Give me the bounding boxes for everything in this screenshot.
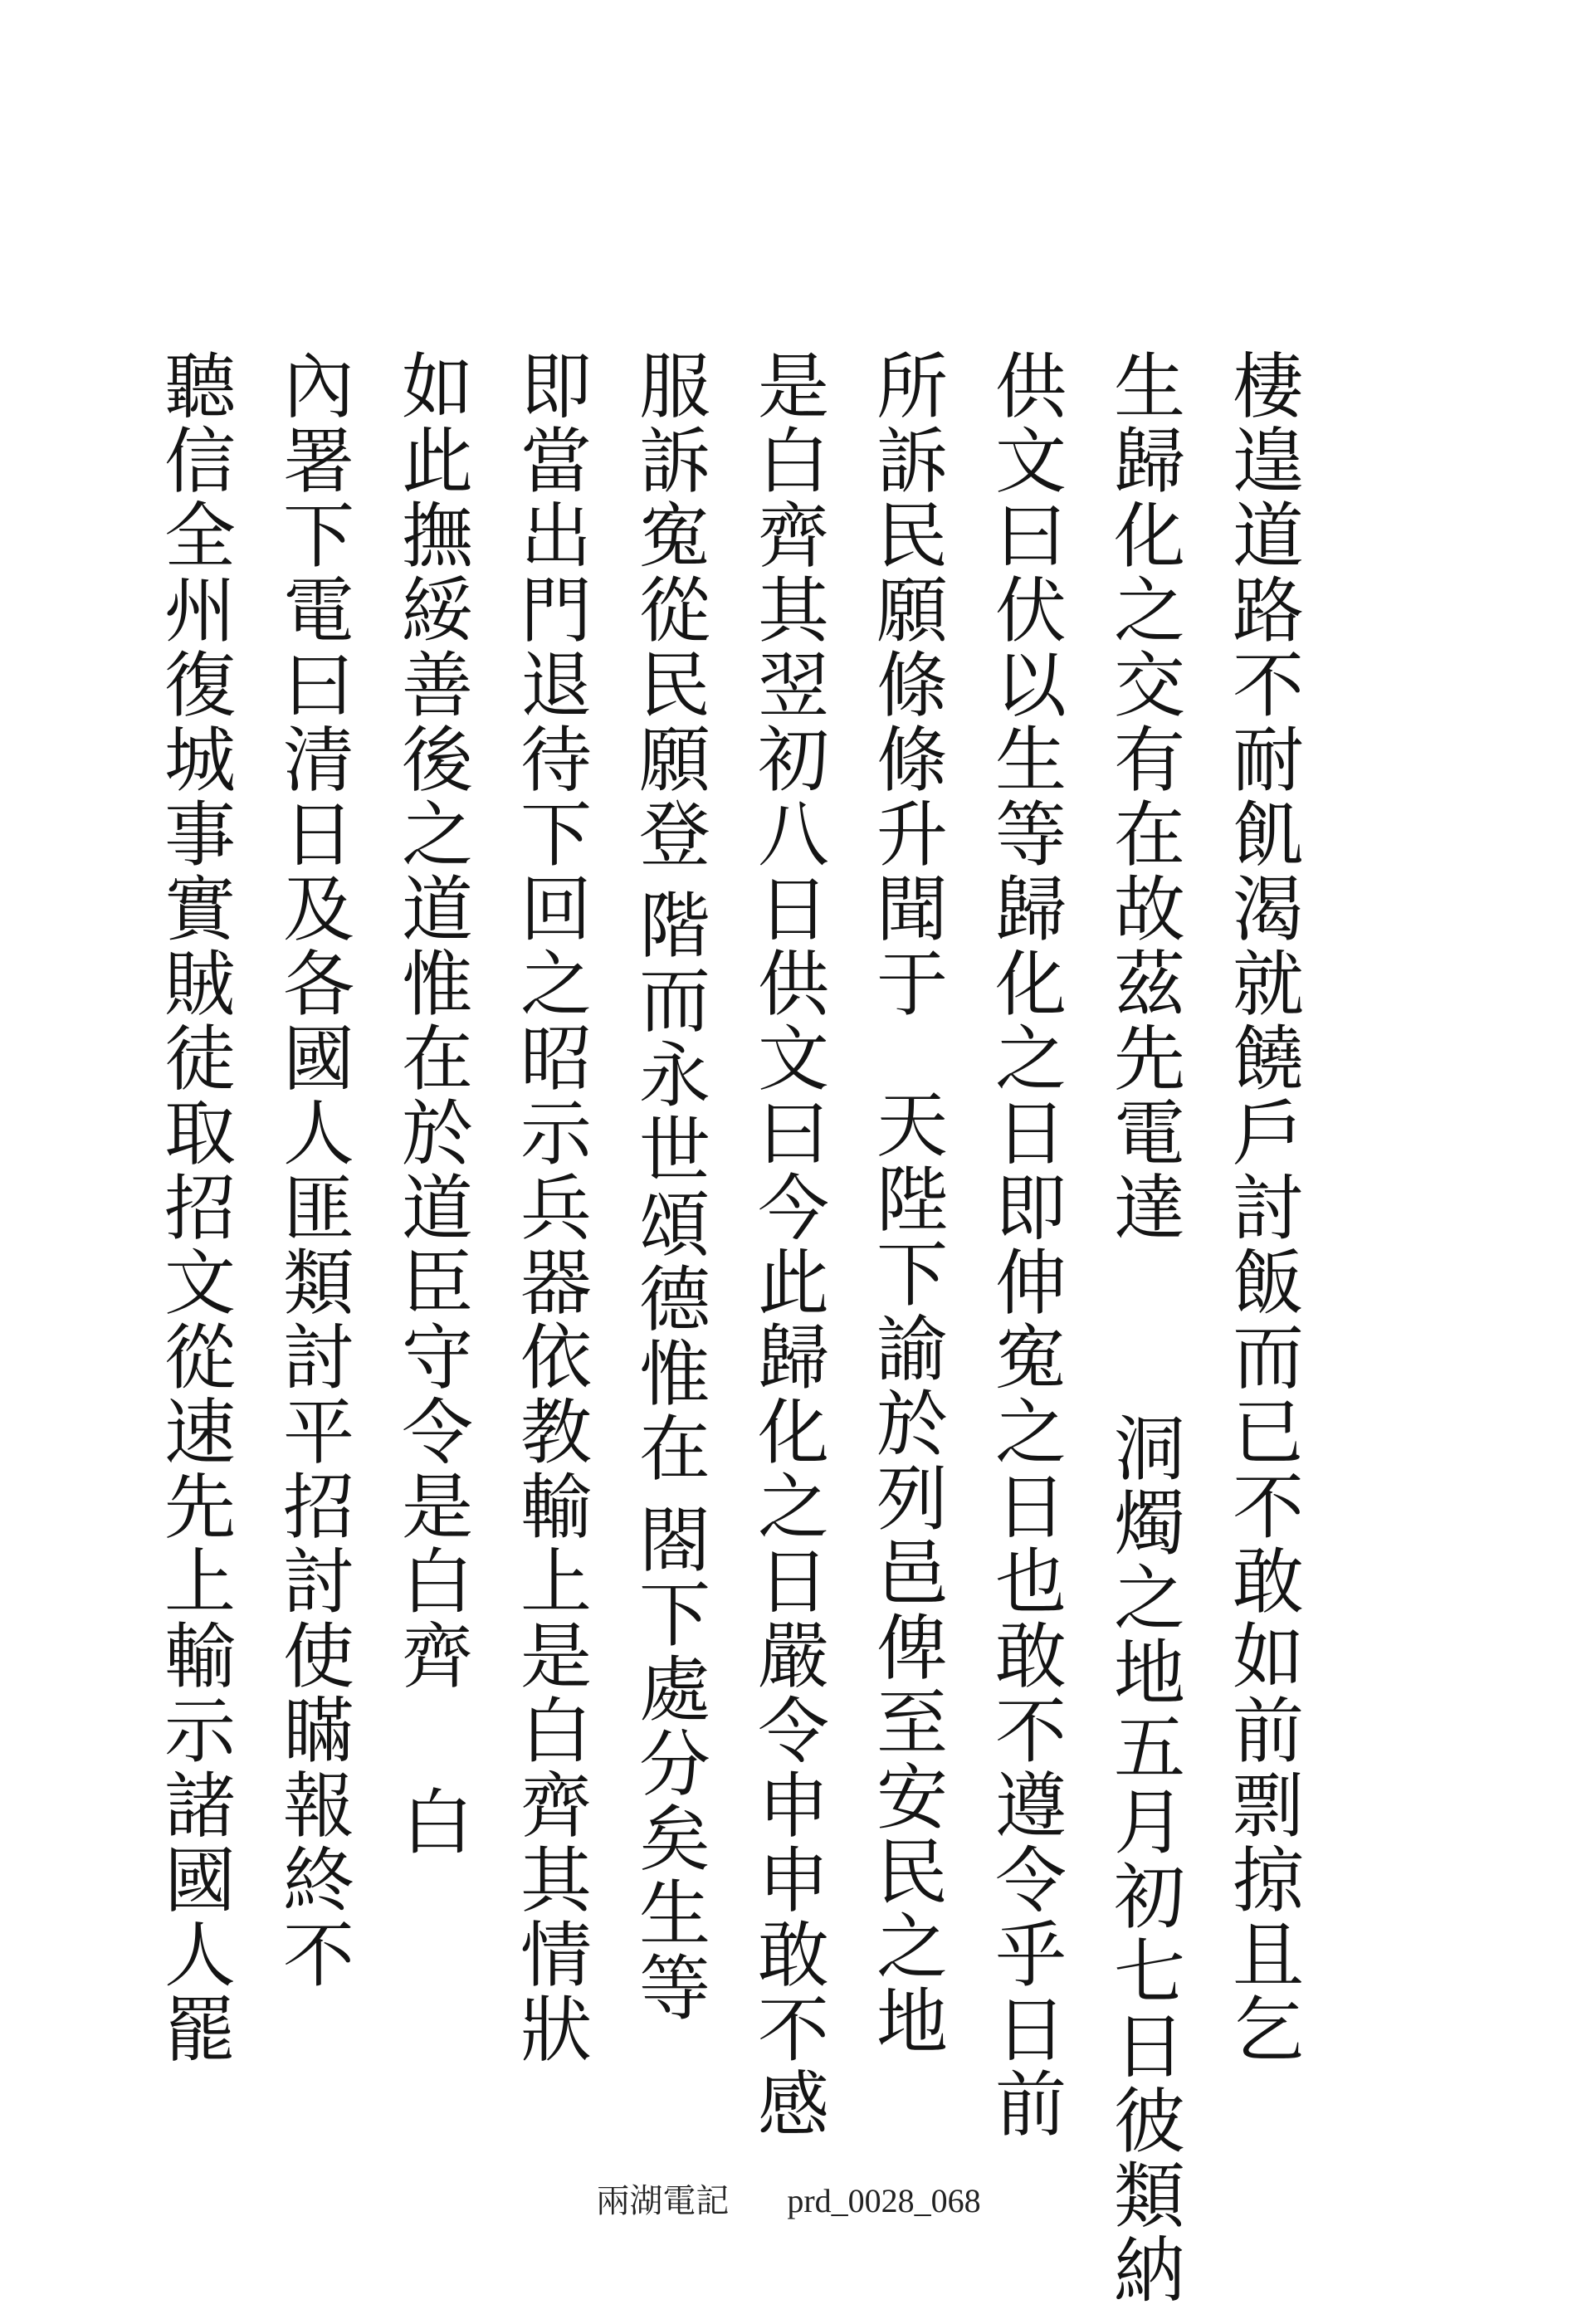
text-column-2 — [1093, 349, 1193, 2307]
column-1-text: 棲遑道路不耐飢渴就饒戶討飯而已不敢如前剽掠且乞 — [1220, 349, 1303, 2067]
column-2-text-b: 洞燭之地五月初七日彼類納 — [1101, 1411, 1184, 2307]
text-column-1 — [1212, 349, 1311, 2067]
text-column-5 — [737, 349, 837, 2141]
column-2-text-a: 生歸化之交有在故茲先電達 — [1101, 349, 1184, 1245]
column-3-text: 供文曰伏以生等歸化之日即伸寃之日也敢不遵令乎日前 — [983, 349, 1066, 2141]
column-9-text: 內署下電曰清日及各國人匪類討平招討使瞞報終不 — [271, 349, 354, 1992]
column-6-text-b: 階而永世頌德惟在 — [627, 888, 710, 1486]
footer-page-code: prd_0028_068 — [787, 2182, 981, 2219]
column-5-text: 是白齊其翌初八日供文曰今此歸化之日嚴令申申敢不感 — [745, 349, 828, 2141]
column-7-text: 即當出門退待下回之昭示兵器依教輸上是白齊其情狀 — [508, 349, 591, 2067]
column-8-text-b: 白 — [389, 1784, 472, 1859]
column-6-text-c: 閤下處分矣生等 — [627, 1502, 710, 2025]
text-column-8 — [381, 349, 481, 1859]
text-column-6 — [618, 349, 718, 2025]
column-4-text-b: 天陛下諭於列邑俾至安民之地 — [864, 1087, 947, 2058]
text-column-9 — [262, 349, 362, 1992]
text-column-3 — [974, 349, 1074, 2141]
column-4-text-a: 所訴民願條條升聞于 — [864, 349, 947, 1021]
footer-title: 兩湖電記 — [596, 2182, 730, 2220]
column-10-text: 聽信全州復城事實賊徒取招文從速先上輸示諸國人罷 — [152, 349, 235, 2067]
column-6-text-a: 服訴寃從民願登 — [627, 349, 710, 872]
text-column-4 — [856, 349, 955, 2058]
column-8-text-a: 如此撫綏善後之道惟在於道臣守令是白齊 — [389, 349, 472, 1693]
page-footer — [0, 2175, 1577, 2222]
text-column-7 — [500, 349, 599, 2067]
text-column-10 — [144, 349, 243, 2067]
